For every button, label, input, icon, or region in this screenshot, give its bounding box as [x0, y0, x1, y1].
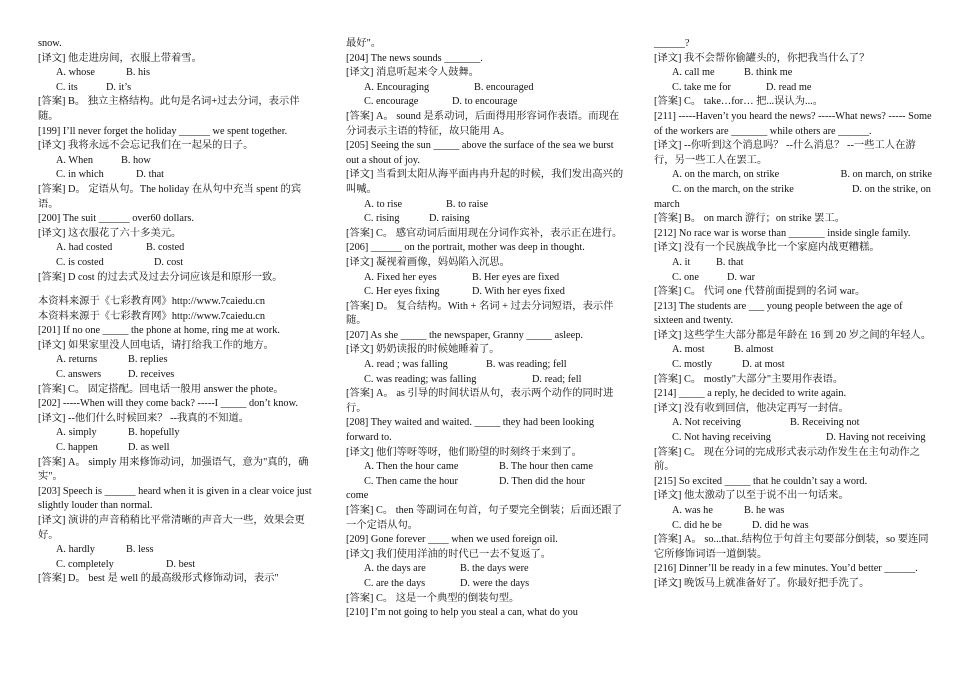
text-line: [译文] 奶奶读报的时候她睡着了。 — [346, 344, 500, 356]
answer-option: A. Then the hour came — [364, 461, 459, 473]
answer-option: A. it — [672, 256, 691, 268]
answer-option: C. Not having receiving — [672, 432, 771, 444]
text-line: 最好"。 — [346, 38, 382, 49]
answer-options-row — [346, 577, 629, 592]
answer-option: B. to raise — [446, 198, 489, 210]
text-line: [208] They waited and waited. _____ they had been looking forward to. — [346, 417, 595, 444]
answer-options-row — [346, 198, 629, 213]
answer-option: D. raising — [429, 213, 470, 225]
text-line: [214] _____ a reply, he decided to write again. — [654, 388, 847, 400]
answer-option: C. mostly — [672, 359, 713, 371]
text-line: [答案] C。 mostly"大部分"主要用作表语。 — [654, 373, 844, 385]
answer-options-row — [38, 426, 320, 441]
answer-options-row — [654, 168, 932, 183]
answer-option: A. the days are — [364, 563, 426, 575]
answer-option: B. how — [121, 154, 151, 166]
answer-options-row — [346, 373, 629, 388]
answer-option: B. the days were — [460, 563, 529, 575]
text-line: [212] No race war is worse than _______ inside single family. — [654, 227, 911, 239]
text-line: snow. — [38, 38, 62, 49]
text-line: [译文] 演讲的声音稍稍比平常清晰的声音大一些，效果会更好。 — [38, 515, 305, 541]
text-line: [答案] A。 as 引导的时间状语从句，表示两个动作的同时进行。 — [346, 388, 614, 414]
answer-options-row — [38, 558, 320, 573]
text-line: [215] So excited _____ that he couldn’t say a word. — [654, 475, 868, 487]
answer-option: D. war — [727, 271, 756, 283]
answer-option: B. his — [126, 67, 151, 79]
column-left — [38, 37, 320, 587]
answer-option: D. Having not receiving — [826, 432, 926, 444]
text-line: [答案] C。 take…for… 把...误认为...。 — [654, 96, 824, 108]
answer-option: C. happen — [56, 442, 98, 454]
answer-option: C. Then came the hour — [364, 475, 458, 487]
answer-options-row — [654, 271, 932, 286]
answer-options-row — [38, 368, 320, 383]
text-line: [210] I’m not going to help you steal a can, what do you — [346, 607, 578, 619]
text-line: [答案] D cost 的过去式及过去分词应该是和原形一致。 — [38, 271, 283, 283]
text-line: [200] The suit ______ over60 dollars. — [38, 213, 194, 225]
text-line: 本资料来源于《七彩教育网》http://www.7caiedu.cn — [38, 310, 265, 322]
answer-option: C. encourage — [364, 96, 419, 108]
answer-option: B. costed — [146, 242, 185, 254]
answer-option: D. on the strike, on — [852, 183, 931, 195]
text-line: [译文] 他太激动了以至于说不出一句话来。 — [654, 490, 849, 502]
column-middle — [346, 37, 629, 621]
answer-option: B. less — [126, 544, 154, 556]
text-line: [译文] 我将永远不会忘记我们在一起呆的日子。 — [38, 140, 254, 152]
answer-option: B. that — [716, 256, 744, 268]
answer-options-row — [38, 543, 320, 558]
text-line: [译文] 没有一个民族战争比一个家庭内战更糟糕。 — [654, 242, 880, 254]
text-line: [答案] C。 代词 one 代替前面提到的名词 war。 — [654, 286, 866, 298]
text-line: [译文] 这衣服花了六十多美元。 — [38, 227, 182, 239]
answer-option: C. Her eyes fixing — [364, 286, 440, 298]
answer-options-row — [346, 95, 629, 110]
answer-options-row — [346, 475, 629, 490]
text-line: [译文] 如果家里没人回电话，请打给我工作的地方。 — [38, 339, 274, 351]
text-line: [答案] C。 固定搭配。回电话一般用 answer the phote。 — [38, 383, 284, 395]
text-line: [译文] --你听到这个消息吗？ --什么消息？ --一些工人在游行，另一些工人在罢工。 — [654, 140, 916, 166]
answer-option: C. its — [56, 81, 78, 93]
answer-options-row — [346, 212, 629, 227]
answer-option: D. that — [136, 169, 165, 181]
text-line: [204] The news sounds _______. — [346, 52, 483, 64]
text-line: [209] Gone forever ____ when we used foreign oil. — [346, 534, 558, 546]
answer-option: D. With her eyes fixed — [472, 286, 565, 298]
text-line: [译文] 没有收到回信，他决定再写一封信。 — [654, 402, 849, 414]
answer-option: A. was he — [672, 505, 713, 516]
answer-option: A. to rise — [364, 198, 403, 210]
answer-option: D. cost — [154, 256, 184, 268]
text-line: [译文] 我不会帮你偷罐头的，你把我当什么了？ — [654, 52, 870, 64]
answer-option: A. Encouraging — [364, 81, 430, 93]
answer-options-row — [654, 358, 932, 373]
text-line: [译文] 消息听起来令人鼓舞。 — [346, 67, 479, 79]
answer-option: B. think me — [744, 67, 793, 79]
text-line: [206] ______ on the portrait, mother was deep in thought. — [346, 242, 585, 254]
answer-option: D. read me — [766, 81, 812, 93]
answer-options-row — [346, 562, 629, 577]
text-line: [199] I’ll never forget the holiday ______ we spent together. — [38, 125, 288, 137]
text-line: [答案] C。 then 等副词在句首，句子要完全倒装；后面还跟了一个定语从句。 — [346, 505, 623, 531]
answer-options-row — [38, 81, 320, 96]
answer-options-row — [38, 241, 320, 256]
answer-options-row — [38, 154, 320, 169]
column-right — [654, 37, 932, 592]
answer-option: A. most — [672, 344, 705, 356]
text-line: [答案] C。 这是一个典型的倒装句型。 — [346, 592, 520, 604]
text-line: 本资料来源于《七彩教育网》http://www.7caiedu.cn — [38, 296, 265, 308]
answer-option: B. replies — [128, 354, 168, 366]
answer-option: B. Receiving not — [790, 417, 860, 429]
answer-option: B. almost — [734, 344, 774, 356]
text-line: [202] -----When will they come back? -----I _____ don’t know. — [38, 398, 298, 410]
answer-option: D. Then did the hour — [499, 475, 585, 487]
text-line: [译文] 他们等呀等呀，他们盼望的时刻终于来到了。 — [346, 446, 582, 458]
answer-option: C. are the days — [364, 577, 426, 589]
text-line: march — [654, 198, 680, 210]
answer-option: A. on the march, on strike — [672, 169, 780, 181]
text-line: [答案] B。 独立主格结构。此句是名词+过去分词，表示伴随。 — [38, 96, 300, 122]
answer-option: C. in which — [56, 169, 104, 181]
answer-option: B. was reading; fell — [486, 359, 567, 371]
text-line: [203] Speech is ______ heard when it is given in a clear voice just slightly louder than normal. — [38, 485, 312, 512]
text-line: [答案] C。 现在分词的完成形式表示动作发生在主句动作之前。 — [654, 446, 920, 473]
text-line: [译文] --他们什么时候回来？ --我真的不知道。 — [38, 412, 250, 424]
answer-options-row — [38, 66, 320, 81]
answer-options-row — [38, 256, 320, 271]
text-line: come — [346, 490, 369, 502]
text-line: [213] The students are ___ young people between the age of sixteen and twenty. — [654, 300, 903, 327]
answer-option: B. The hour then came — [499, 461, 593, 473]
answer-options-row — [654, 504, 932, 519]
text-line: [译文] 他走进房间，衣服上带着雪。 — [38, 52, 202, 64]
answer-option: C. was reading; was falling — [364, 373, 477, 385]
answer-option: B. hopefully — [128, 427, 180, 439]
answer-option: A. hardly — [56, 544, 95, 556]
answer-option: D. did he was — [752, 519, 809, 531]
answer-option: C. did he be — [672, 519, 722, 531]
answer-option: A. returns — [56, 354, 98, 366]
text-line: [211] -----Haven’t you heard the news? -----What news? ----- Some of the workers are _______ while others are ______. — [654, 110, 932, 137]
answer-option: D. receives — [128, 369, 175, 381]
text-line: [答案] A。 so...that..结构位于句首主句要部分倒装，so 要连同它所修饰词语一道倒装。 — [654, 534, 929, 560]
answer-options-row — [346, 285, 629, 300]
text-line: [译文] 凝视着画像，妈妈陷入沉思。 — [346, 256, 510, 268]
answer-options-row — [346, 358, 629, 373]
answer-option: C. answers — [56, 369, 102, 381]
answer-option: C. take me for — [672, 81, 731, 93]
text-line: [答案] D。 定语从句。The holiday 在从句中充当 spent 的宾语。 — [38, 183, 302, 210]
answer-option: C. one — [672, 271, 699, 283]
text-line: [答案] C。 感官动词后面用现在分词作宾补，表示正在进行。 — [346, 227, 623, 239]
text-line: [答案] D。 best 是 well 的最高级形式修饰动词，表示" — [38, 573, 279, 585]
answer-options-row — [654, 66, 932, 81]
text-line: ______? — [654, 38, 690, 49]
text-line: [译文] 当看到太阳从海平面冉冉升起的时候，我们发出高兴的叫喊。 — [346, 169, 624, 195]
answer-option: C. completely — [56, 558, 114, 570]
text-line: [答案] A。 sound 是系动词，后面得用形容词作表语。而现在分词表示主语的特征，故只能用 A。 — [346, 110, 620, 137]
answer-option: A. Not receiving — [672, 417, 741, 429]
answer-option: D. at most — [742, 359, 785, 371]
answer-options-row — [654, 81, 932, 96]
answer-option: C. rising — [364, 213, 400, 225]
answer-option: A. read ; was falling — [364, 359, 448, 371]
answer-option: A. Fixed her eyes — [364, 271, 437, 283]
answer-options-row — [654, 431, 932, 446]
answer-options-row — [654, 519, 932, 534]
answer-option: D. as well — [128, 442, 170, 454]
answer-option: B. on march, on strike — [840, 169, 932, 181]
text-line: [答案] A。 simply 用来修饰动词，加强语气，意为"真的，确实"。 — [38, 456, 309, 483]
answer-option: A. call me — [672, 67, 715, 79]
answer-option: D. to encourage — [452, 96, 518, 108]
text-line: [201] If no one _____ the phone at home, ring me at work. — [38, 325, 280, 337]
answer-options-row — [346, 271, 629, 286]
answer-option: D. were the days — [460, 577, 530, 589]
answer-options-row — [38, 168, 320, 183]
answer-option: A. had costed — [56, 242, 113, 254]
text-line: [译文] 我们使用洋油的时代已一去不复返了。 — [346, 548, 552, 560]
answer-option: B. encouraged — [474, 81, 534, 93]
answer-option: D. it’s — [106, 81, 132, 93]
answer-option: A. whose — [56, 67, 95, 79]
text-line: [答案] B。 on march 游行；on strike 罢工。 — [654, 213, 846, 225]
answer-option: A. simply — [56, 427, 97, 439]
text-line: [译文] 这些学生大部分都是年龄在 16 到 20 岁之间的年轻人。 — [654, 329, 932, 341]
answer-option: D. read; fell — [532, 373, 582, 385]
answer-options-row — [346, 81, 629, 96]
answer-options-row — [38, 353, 320, 368]
answer-options-row — [654, 183, 932, 198]
answer-option: C. is costed — [56, 256, 104, 268]
text-line: [205] Seeing the sun _____ above the surface of the sea we burst out a shout of joy. — [346, 140, 614, 166]
text-line: [答案] D。 复合结构。With + 名词 + 过去分词短语，表示伴随。 — [346, 300, 614, 327]
answer-option: B. Her eyes are fixed — [472, 271, 560, 283]
text-line: [译文] 晚饭马上就准备好了。你最好把手洗了。 — [654, 577, 870, 589]
answer-options-row — [38, 441, 320, 456]
text-line: [216] Dinner’ll be ready in a few minutes. You’d better ______. — [654, 563, 918, 575]
answer-option: B. he was — [744, 505, 785, 516]
text-line: [207] As she _____ the newspaper, Granny _____ asleep. — [346, 329, 583, 341]
answer-options-row — [346, 460, 629, 475]
spacer — [38, 285, 320, 295]
answer-option: A. When — [56, 154, 93, 166]
answer-option: D. best — [166, 558, 196, 570]
answer-option: C. on the march, on the strike — [672, 183, 794, 195]
answer-options-row — [654, 256, 932, 271]
answer-options-row — [654, 416, 932, 431]
answer-options-row — [654, 343, 932, 358]
